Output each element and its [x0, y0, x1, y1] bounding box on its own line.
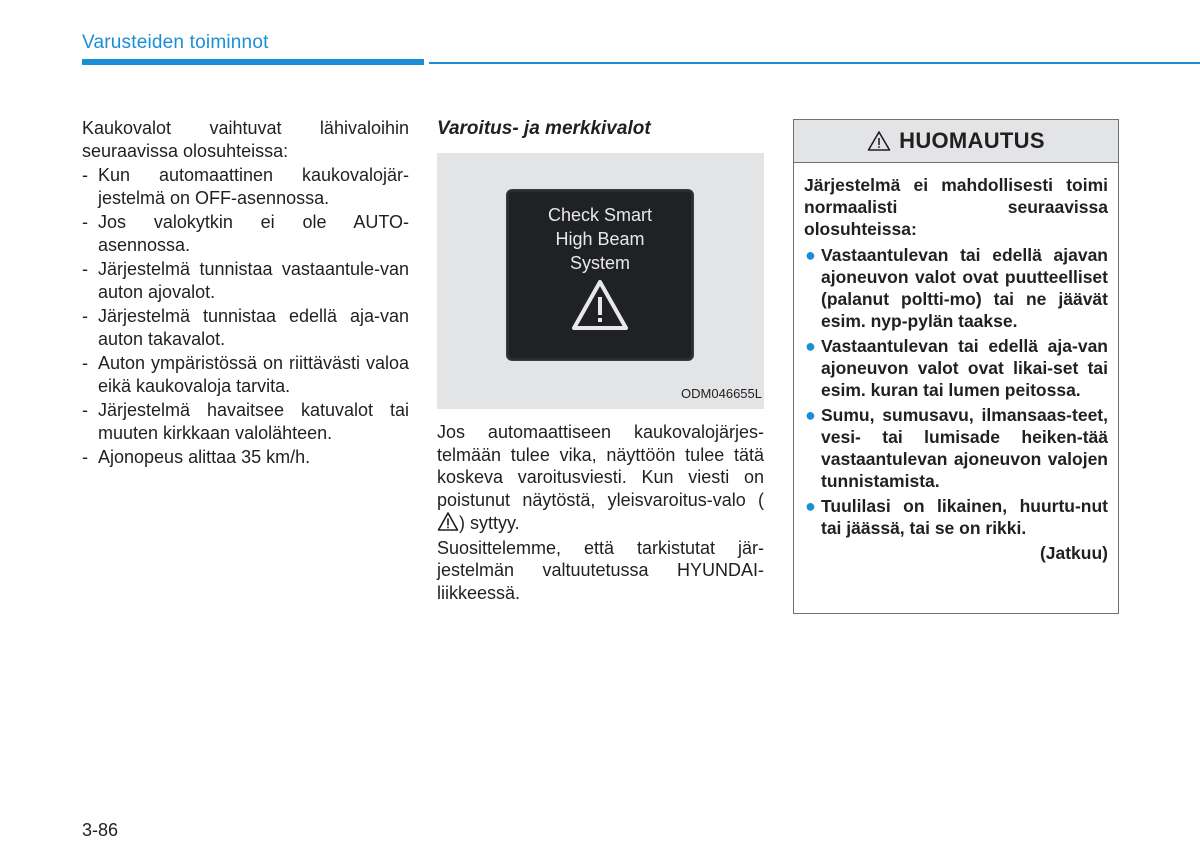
middle-column	[437, 117, 764, 604]
cluster-display	[506, 189, 694, 361]
notice-item-text: Vastaantulevan tai edellä ajavan ajoneuvon valot ovat puutteelliset (palanut poltti-mo) tai ne jäävät esim. nyp-pylän taakse.	[821, 245, 1108, 331]
section-title: Varusteiden toiminnot	[82, 32, 269, 53]
notice-header	[794, 120, 1118, 163]
list-item-text: Järjestelmä tunnistaa vastaantule-van auton ajovalot.	[98, 259, 409, 302]
notice-box	[793, 119, 1119, 614]
notice-list-item	[804, 244, 1108, 332]
caution-icon	[867, 130, 891, 152]
condition-list	[82, 164, 409, 469]
dash-marker: -	[82, 259, 88, 279]
dash-marker: -	[82, 165, 88, 185]
bullet-dot-icon: ●	[805, 405, 816, 425]
dash-marker: -	[82, 353, 88, 373]
display-text-line: System	[569, 253, 630, 273]
display-text-line: Check Smart	[547, 205, 653, 225]
body-paragraph: Suosittelemme, että tarkistutat jär-jestelmän valtuutetussa HYUNDAI-liikkeessä.	[437, 537, 764, 603]
list-item-text: Järjestelmä tunnistaa edellä aja-van auton takavalot.	[98, 306, 409, 349]
notice-list	[804, 244, 1108, 539]
notice-body	[794, 163, 1118, 564]
list-item	[82, 305, 409, 350]
notice-intro: Järjestelmä ei mahdollisesti toimi normaalisti seuraavissa olosuhteissa:	[804, 175, 1108, 239]
continued-label: (Jatkuu)	[1039, 543, 1108, 563]
notice-item-text: Sumu, sumusavu, ilmansaas-teet, vesi- tai lumisade heiken-tää vastaantulevan ajoneuvon valojen tunnistamista.	[821, 405, 1108, 491]
list-item	[82, 352, 409, 397]
list-item-text: Järjestelmä havaitsee katuvalot tai muuten kirkkaan valolähteen.	[98, 400, 409, 443]
notice-list-item	[804, 495, 1108, 539]
bullet-dot-icon: ●	[805, 245, 816, 265]
body-text: ) syttyy.	[459, 513, 520, 533]
warning-triangle-icon	[570, 278, 630, 332]
display-text-line: High Beam	[555, 229, 645, 249]
list-item	[82, 399, 409, 444]
intro-paragraph: Kaukovalot vaihtuvat lähivaloihin seuraavissa olosuhteissa:	[82, 118, 409, 161]
cluster-figure	[437, 153, 764, 409]
list-item-text: Jos valokytkin ei ole AUTO-asennossa.	[98, 212, 409, 255]
figure-code: ODM046655L	[681, 385, 762, 401]
body-paragraph	[437, 421, 764, 535]
page-number: 3-86	[82, 820, 119, 840]
list-item-text: Ajonopeus alittaa 35 km/h.	[98, 447, 311, 467]
header-rule-thin	[429, 62, 1200, 64]
left-column	[82, 117, 409, 471]
dash-marker: -	[82, 400, 88, 420]
notice-item-text: Vastaantulevan tai edellä aja-van ajoneuvon valot ovat likai-set tai esim. kuran tai lumen peitossa.	[821, 336, 1108, 400]
dash-marker: -	[82, 306, 88, 326]
list-item	[82, 211, 409, 256]
notice-list-item	[804, 335, 1108, 401]
dash-marker: -	[82, 212, 88, 232]
list-item	[82, 164, 409, 209]
list-item	[82, 258, 409, 303]
dash-marker: -	[82, 447, 88, 467]
header-rule-thick	[82, 59, 424, 65]
bullet-dot-icon: ●	[805, 496, 816, 516]
notice-item-text: Tuulilasi on likainen, huurtu-nut tai jäässä, tai se on rikki.	[821, 496, 1108, 538]
notice-list-item	[804, 404, 1108, 492]
subsection-heading: Varoitus- ja merkkivalot	[437, 118, 651, 139]
notice-title: HUOMAUTUS	[899, 128, 1045, 153]
bullet-dot-icon: ●	[805, 336, 816, 356]
list-item	[82, 446, 409, 469]
body-text: Jos automaattiseen kaukovalojärjes-telmään tulee vika, näyttöön tulee tätä koskeva varoitusviesti. Kun viesti on poistunut näytöstä, yleisvaroitus-valo (	[437, 422, 764, 510]
list-item-text: Auton ympäristössä on riittävästi valoa eikä kaukovaloja tarvita.	[98, 353, 409, 396]
list-item-text: Kun automaattinen kaukovalojär-jestelmä on OFF-asennossa.	[98, 165, 409, 208]
warning-light-icon	[437, 511, 459, 533]
